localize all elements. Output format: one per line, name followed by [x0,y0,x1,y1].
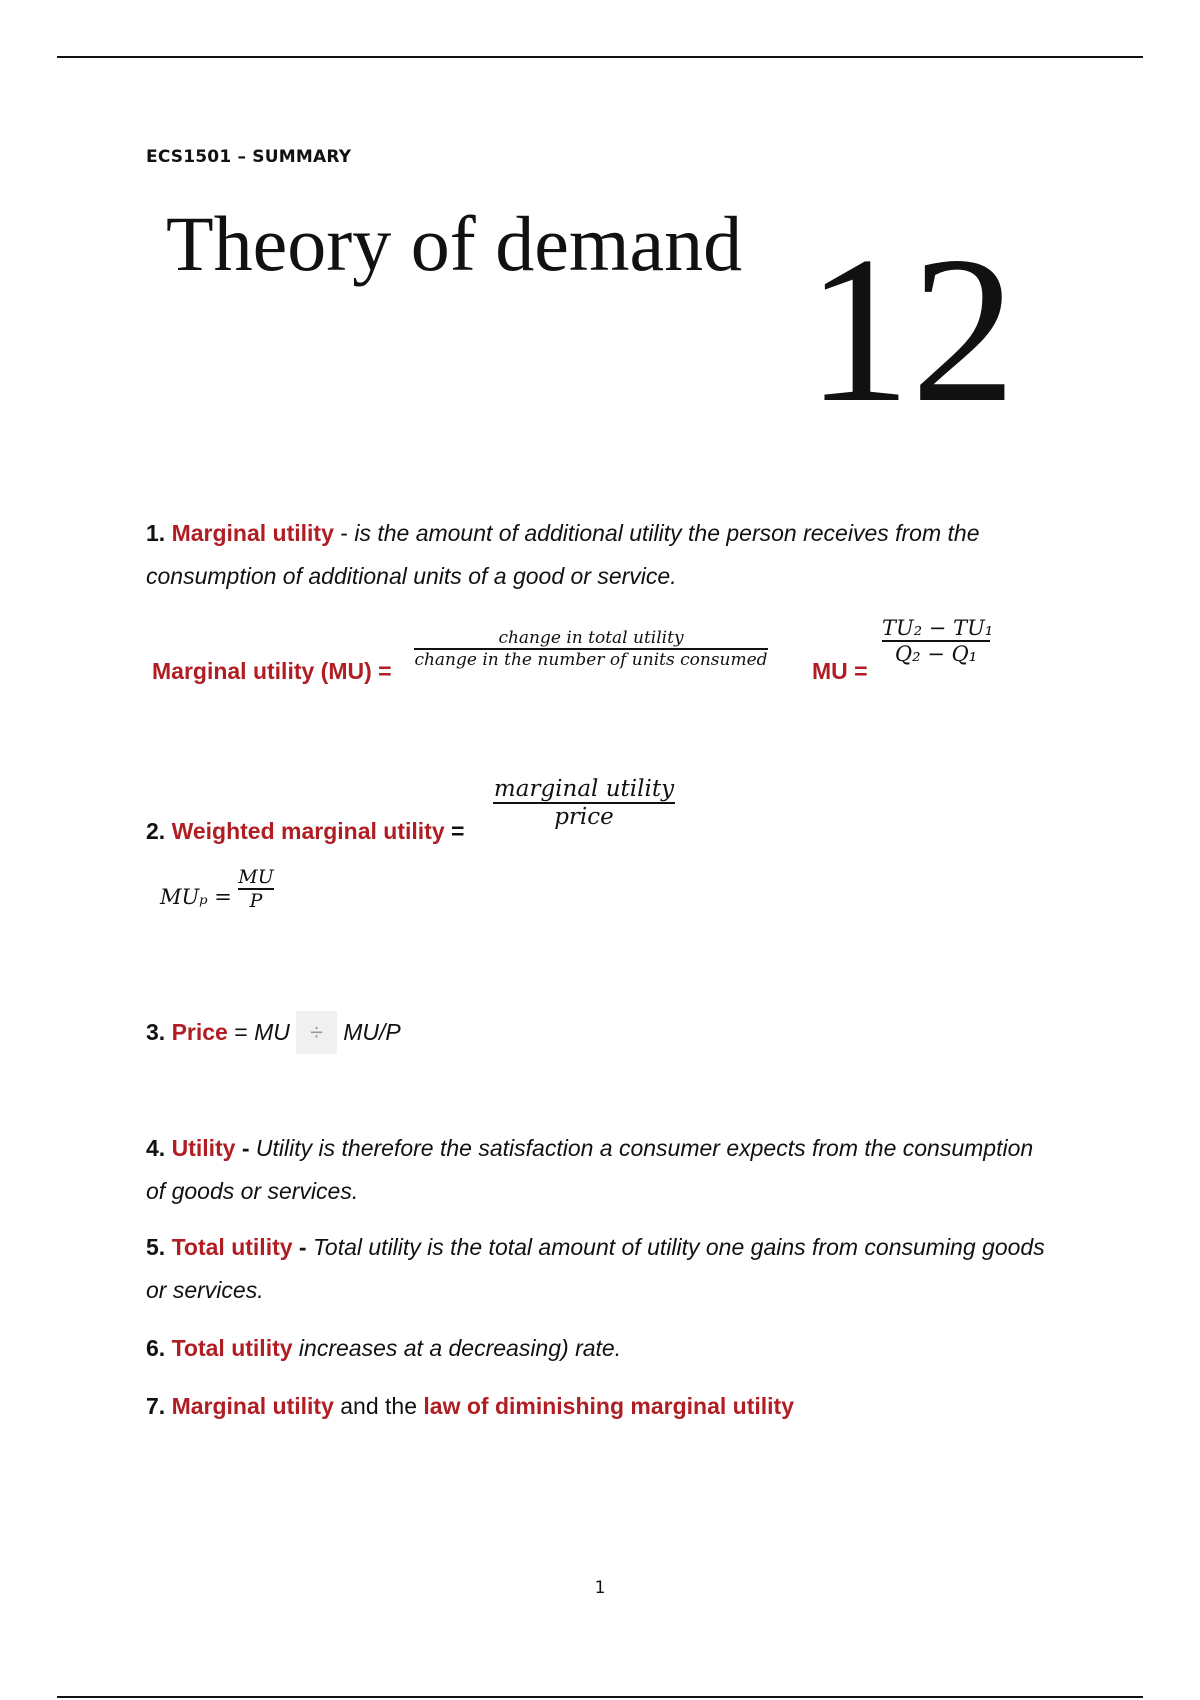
item-law-diminishing-mu: 7. Marginal utility and the law of diminishing marginal utility [146,1393,794,1419]
item-utility: 4. Utility - Utility is therefore the satisfaction a consumer expects from the consumption of goods or services. [146,1135,1034,1204]
item-price: 3. Price = MU ÷ MU/P [146,1011,1046,1054]
course-header: ECS1501 – SUMMARY [146,147,352,167]
page-number: 1 [594,1578,606,1598]
divide-icon: ÷ [296,1011,337,1054]
formula-label-short: MU = [812,658,868,684]
chapter-number: 12 [806,214,1016,446]
formula-label: Marginal utility (MU) = [152,658,392,684]
item-total-utility-rate: 6. Total utility increases at a decreasing) rate. [146,1335,622,1361]
item-marginal-utility: 1. Marginal utility - is the amount of additional utility the person receives from the consumption of additional units of a good or service. [146,520,980,589]
definition: is the amount of additional utility the person receives from the consumption of additional units of a good or service. [146,520,980,589]
mu-fraction-symbols: TU₂ − TU₁ Q₂ − Q₁ [882,616,994,666]
item-weighted-mu: 2. Weighted marginal utility = [146,818,465,844]
mu-fraction-words: change in total utility change in the number of units consumed [414,628,768,670]
top-rule [57,56,1143,58]
weighted-mu-short-fraction: MU P [238,866,274,912]
bottom-rule [57,1696,1143,1698]
chapter-title: Theory of demand [166,200,743,287]
item-total-utility: 5. Total utility - Total utility is the total amount of utility one gains from consuming goods or services. [146,1234,1045,1303]
weighted-mu-fraction: marginal utility price [493,776,675,830]
term: Marginal utility [171,520,334,546]
weighted-mu-lhs: MUₚ = [160,885,232,909]
